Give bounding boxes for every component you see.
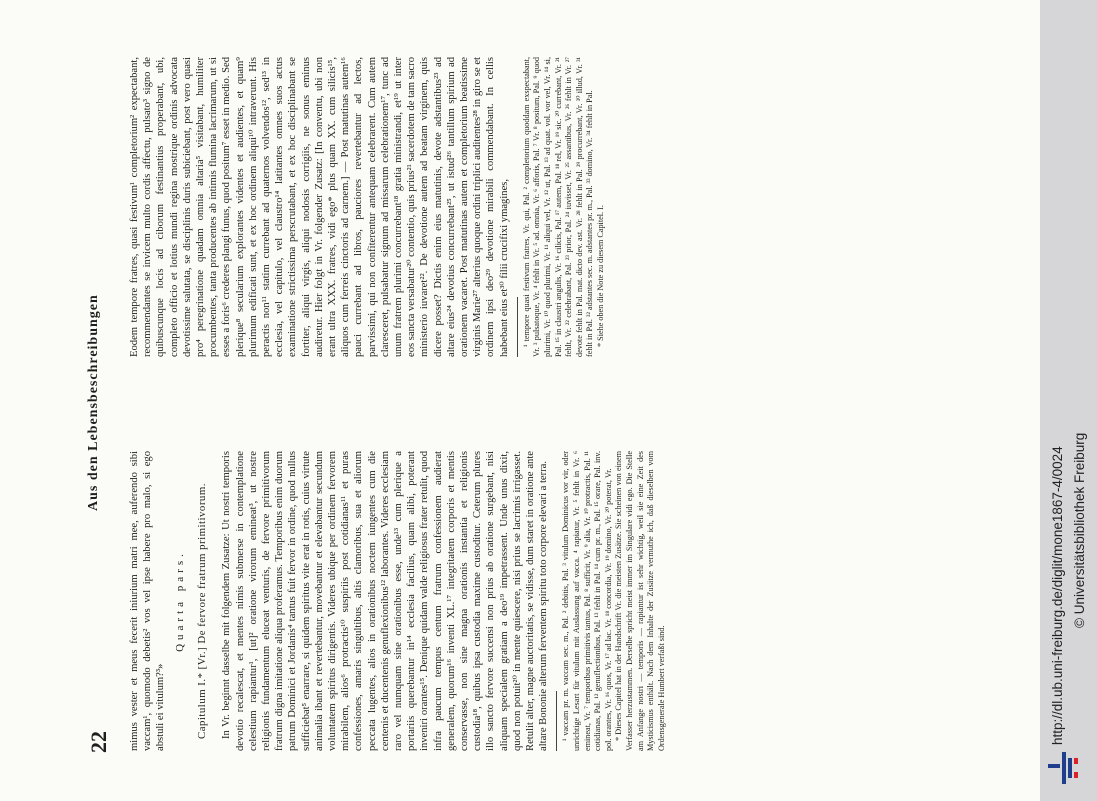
footnote-rule [556,691,557,751]
page-number: 22 [86,731,111,753]
copyright-notice: © Universitätsbibliothek Freiburg [1072,432,1087,628]
running-head: Aus den Lebensbeschreibungen [86,294,101,511]
chapter-heading: Capitulum I.* [Vr.] De fervore fratrum primitivorum. [196,483,209,739]
library-sidebar [1040,0,1097,801]
footnote-rule [517,297,518,357]
left-footnote-2: * Dieses Capitel hat in der Handschrift Vr. die meisten Zusätze. Sie scheinen von einem Verfasser herzustammen. Derselbe spricht meist immer im Singulare vidi ego. Die Stelle am Anfange nostri — temporis — rapiantur ist sehr wichtig, weil sie eine Zeit des Mysticismus enthält. Nach dem Inhalte der Zusätze vermuthe ich, daß dieselben vom Ordensgenerale Humbert verfaßt sind. [614,451,666,751]
left-paragraph-1: mimus vester et meus fecerit iniurium matri mee, auferendo sibi vaccam¹, quomodo debetis² vos vel ipse habere pro malo, si ego abstuli ei vitulum?³» [129,451,167,751]
right-paragraph-1: Eodem tempore fratres, quasi festivum¹ completorium² expectabant, recommendantes se invicem multo cordis affectu, pulsato³ signo de quibuscunque locis ad ciborum festinantius properabant, ubi, completo officio et lotius mundi regina mostrique ordinis advocata devotissime salutata, se disciplinis duris subiciebant, post vero quasi pro⁴ peregrinatione quadam omnia altaria⁵ visitabant, humiliter procumbentes, tanta producentes ab intimis flumina lacrimarum, ut si esses a foris⁶ crederes plangi funus, quod positum⁷ esset in medio. Sed plerique⁸ secularium explorantes videntes et audientes, et quam⁹ plurimum edificati sunt, et ex hoc ordinem aliqui¹⁰ intraverunt. His peractis non¹¹ statim currebant ad quaternos volvendos¹², sed¹³ in ecclesia, vel capitulo, vel claustro¹⁴ latitantes omnes suos actus examinatione strictissima perscrutabant, et ex hoc disciplinabant se fortiter, aliqui virgis, aliqui nodosis corrigiis, ne sonus eminus audiretur. Hier folgt in Vr. folgender Zusatz: [In conventu, ubi non erant ultra XXX. fratres, vidi ego* plus quam XX. cum silicis¹⁵, aliquos cum ferreis cinctoris ad carnem.] — Post matutinas autem¹⁶ pauci currebant ad libros, pauciores revertebantur ad lectos, parvissimi, qui non confiterentur antequam celebrarent. Cum autem claresceret, pulsabatur signum ad missarum celebrationem¹⁷, tunc ad unum fratrem plurimi concurrebant¹⁸ gratia ministrandi, et¹⁹ ut inter eos sancta versabatur²⁰ contentio, quis prius²¹ sacerdotem de tam sacro ministerio iuvaret²². De devotione autem ad beatam virginem, quis dicere posset? Dictis enim eius matutinis, devote adstantibus²³ ad altare eius²⁴ devotius concurrebant²⁵, ut istud²⁶ tantillum spirium ad orationem vacaret. Post matutinas autem et completorium beatissime virginis Marie²⁷ alterius quoque ordini triplici auditentes²⁸ in giro se et ordinem ipsi deo²⁹ devotione mirabili commendabant. In cellis habebant eius et³⁰ filii crucifixi ymagines, [129,57,510,357]
left-column [128,451,667,751]
library-logo-icon [1046,748,1080,788]
right-column [128,57,607,357]
right-footnote-1: ¹ tempore quasi festivum fratres, Vr. qui, Pal. ² completorium quoddam exspectabant, Vr. ³ pulsatoque, Vr. ⁴ fehlt in Vr. ⁵ ad. omnia, Vr. ⁶ afforis, Pal. ⁷ Vr. ⁸ positum, Pal. ⁹ quod plurimi, Vr. ¹⁰ quod plurimi, Vr. ¹¹ aliqui vel, Vr. ¹² ut, Pal. ¹³ ad quat. vol. vor vel, Vr. ¹⁴ si, Pal. ¹⁵ in claustri angulis, Vr. ¹⁶ cilicis, Pal. ¹⁷ autem, Pal. ¹⁸ rel, Vr. ¹⁹ sic. ²⁰ currebant, Vr. ²¹ fehlt, Vr. ²² celebrabant, Pal. ²³ prior, Pal. ²⁴ iuvisset, Vr. ²⁵ assantibus, Vr. ²⁶ fehlt in Vr. ²⁷ devote fehlt in Pal. mat. dicto dev. ast. Vr. ²⁸ fehlt in Pal. ²⁹ procurrebant, Vr. ³⁰ illud, Vr. ³¹ fehlt in Pal. ³² adstantes sec. m. adstantes pr. m., Pal. ³³ domino, Vr. ³⁴ fehlt in Pal. [521,57,595,357]
source-url-link[interactable]: http://dl.ub.uni-freiburg.de/diglit/mone1867-4/0024 [1050,446,1065,745]
left-paragraph-2: In Vr. beginnt dasselbe mit folgendem Zusatze: Ut nostri temporis devotio recalescat, et mentes nimis submerse in contemplatione celestium rapiantur¹, [ut]² oratione virorum emineat³, ut nostre religionis fundamentum eluceat venturis, de fervore primitivorum fratrum digna imitatione aliqua proferamus. Temporibus enim duorum patrum Dominici et Jordanis⁴ tantus fuit fervor in ordine, quod nullus sufficiebat⁵ enarrare, si quidem spiritus vite erat in rotis, cuius virtute animalia ibant et revertebantur, movebantur et elevabantur secundum voluntatem spiritus dirigentis. Videres ubique per ordinem fervorem mirabilem, alios⁶ protractis¹⁰ suspiriis post cotidianas¹¹ et puras confessiones, amaris singultibus, altis clamoribus, sua et aliorum peccata lugentes, alios in orationibus noctem iungentes cum die centenis et ducentenis genuflexionibus¹² laborantes. Videres ecclesiam raro vel numquam sine orationibus esse, unde¹³ cum plerique a portariis querebantur in¹⁴ ecclesia facilius, quam alibi, poterant inveniri orantes¹⁵. Denique quidam valde religiosus frater retulit, quod infra paucum tempus centum fratrum confessionem audierat generalem, quorum¹⁶ inventi XL.¹⁷ integritatem corporis et mentis conservasse, non sine magna orationis instantia et religionis custodia¹⁸, quibus ipsa custodia maxime custoditur. Ceterum plures illo sancto fervore succensi non prius ab oratione surgebant, nisi aliquam specialem gratiam a deo¹⁹ impetrassent. Unde unus dixit, quod non potuit²⁰ in mente quiescere, nisi prius se lacrimis irrigasset. Retulit alter, magne auctoritatis, se vidisse, dum staret in oratione ante altare Bononie alterum ferventem spiritu toto corpore elevari a terra. [221,451,550,751]
left-footnote-1: ¹ vaccam pr. m. vaccam sec. m., Pal. ² debitis, Pal. ³ vitulum Dominicus vor vir, oder unrichtige Lesart für vitulum mit Auslassung auf vacca. ⁴ rapiatur, Vr. ⁵ fehlt in Vr. ⁶ emineat, Vr. ⁷ temporibus primitivis tantus, Pal. ⁸ sufficit, Vr. ⁹ alia, Vr. ¹⁰ protractis, Pal. ¹¹ cotidianas, Pal. ¹² genuflectionibus, Pal. ¹³ fehlt in Pal. ¹⁴ cum pr. m., Pal. ¹⁵ orare, Pal. inv. pol. orantes, Vr. ¹⁶ quos, Vr. ¹⁷ ad lac. Vr. ¹⁸ concordia, Vr. ¹⁹ domino, Vr. ²⁰ poterat, Vr. [561,451,613,751]
right-footnote-2: * Siehe oben die Note zu diesem Capitel. I. [596,205,606,347]
section-title: Quarta pars. [173,550,186,652]
